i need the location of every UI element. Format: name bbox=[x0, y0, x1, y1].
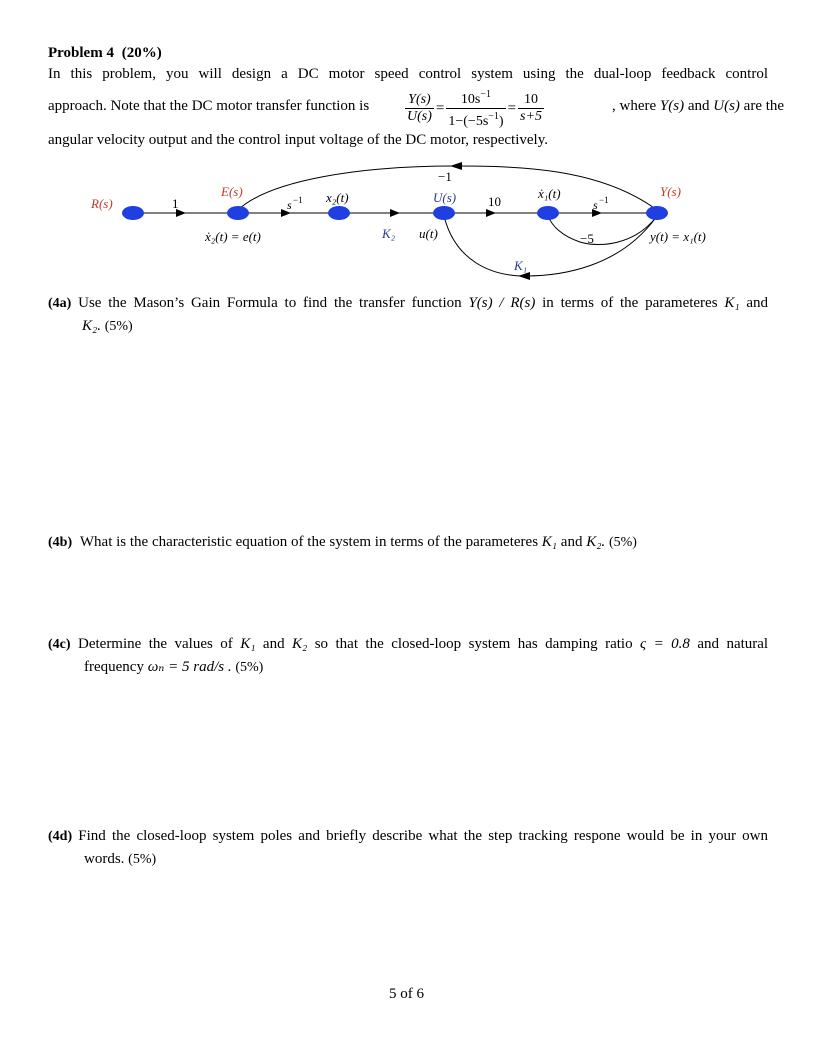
label-R: R(s) bbox=[91, 196, 113, 211]
tf-rhs bbox=[518, 92, 544, 125]
question-4b-label: (4b) bbox=[48, 535, 73, 550]
tf-rhs-den: s+5 bbox=[520, 109, 542, 124]
tf-mid-num-exp: −1 bbox=[480, 89, 492, 100]
intro-Y: Y(s) bbox=[659, 98, 685, 114]
intro-U: U(s) bbox=[713, 98, 740, 114]
gain-s2-exp: −1 bbox=[599, 195, 609, 205]
tf-lhs bbox=[405, 92, 434, 125]
transfer-function: $\frac{Y(s)}{U(s)}$ = $\frac{10s^{-1}}{1-(-5s^{-1})}$ = $\frac{10}{s+5}$ bbox=[407, 89, 542, 129]
question-4b bbox=[48, 531, 768, 554]
node-x2 bbox=[328, 206, 350, 220]
gain-s2: s bbox=[593, 198, 598, 212]
question-4b-text-a: What is the characteristic equation of the system in terms of the parameteres bbox=[79, 534, 539, 550]
tf-mid-den-close: ) bbox=[498, 114, 504, 129]
tf-mid-den-exp: −1 bbox=[488, 111, 499, 122]
intro-line-3: angular velocity output and the control input voltage of the DC motor, respectively. bbox=[48, 132, 548, 148]
question-4c-points: (5%) bbox=[235, 660, 264, 675]
gain-minus1: −1 bbox=[438, 169, 452, 184]
feedback-k1-arc-b bbox=[444, 216, 528, 276]
node-E bbox=[227, 206, 249, 220]
question-4c-k2: K₂ bbox=[292, 636, 308, 652]
feedback-minus5-arc bbox=[548, 216, 657, 245]
node-x1dot bbox=[537, 206, 559, 220]
question-4a-and: and bbox=[746, 295, 769, 311]
label-x2: x₂(t) bbox=[326, 190, 349, 205]
annot-ut: u(t) bbox=[419, 226, 438, 241]
question-4b-and: and bbox=[560, 534, 583, 550]
question-4a bbox=[48, 292, 768, 338]
arrow-k1 bbox=[518, 272, 530, 280]
gain-10: 10 bbox=[488, 194, 501, 209]
question-4a-text-b: in terms of the parameteres bbox=[542, 295, 718, 311]
question-4a-text-a: Use the Mason’s Gain Formula to find the transfer function bbox=[78, 295, 462, 311]
gain-k1: K₁ bbox=[514, 258, 528, 273]
question-4d-label: (4d) bbox=[48, 829, 73, 844]
gain-minus5: −5 bbox=[580, 231, 594, 246]
intro-are-the: are the bbox=[743, 98, 785, 114]
page-number: 5 of 6 bbox=[389, 986, 424, 1002]
question-4a-k1: K₁ bbox=[724, 295, 740, 311]
gain-s1-exp: −1 bbox=[293, 195, 303, 205]
node-R bbox=[122, 206, 144, 220]
question-4c-text-a: Determine the values of bbox=[78, 636, 233, 652]
question-4c-omega: ωₙ = 5 rad/s . bbox=[147, 659, 232, 675]
tf-lhs-den: U(s) bbox=[407, 109, 432, 124]
label-U: U(s) bbox=[433, 190, 457, 205]
question-4d bbox=[48, 825, 768, 871]
tf-rhs-num: 10 bbox=[518, 92, 544, 109]
gain-k2: K₂ bbox=[382, 226, 396, 241]
intro-and: and bbox=[687, 98, 710, 114]
node-Y bbox=[646, 206, 668, 220]
question-4c-and: and bbox=[262, 636, 285, 652]
tf-mid bbox=[446, 87, 505, 130]
question-4a-math: Y(s) / R(s) bbox=[468, 295, 536, 311]
question-4c-text-c: and natural bbox=[697, 636, 769, 652]
problem-title: Problem 4 bbox=[48, 45, 114, 61]
tf-lhs-num: Y(s) bbox=[405, 92, 434, 109]
question-4c bbox=[48, 633, 768, 679]
question-4d-text-b: words. bbox=[84, 851, 125, 867]
annot-x2dot: ẋ₂(t) = e(t) bbox=[205, 229, 261, 244]
question-4d-points: (5%) bbox=[128, 852, 157, 867]
intro-line-2 bbox=[48, 86, 785, 129]
question-4d-text-a: Find the closed-loop system poles and briefly describe what the step tracking respone would be in your own bbox=[78, 828, 768, 844]
label-Y: Y(s) bbox=[660, 184, 681, 199]
question-4c-zeta: ς = 0.8 bbox=[640, 636, 690, 652]
annot-y-eq: y(t) = x₁(t) bbox=[650, 229, 706, 244]
question-4c-text-b: so that the closed-loop system has damping ratio bbox=[314, 636, 633, 652]
question-4b-k2: K₂. bbox=[586, 534, 606, 550]
intro-where: , where bbox=[612, 98, 657, 114]
gain-1: 1 bbox=[172, 196, 179, 211]
feedback-k1-arc-a bbox=[525, 216, 657, 276]
arrow-x2-u bbox=[390, 209, 400, 217]
question-4c-text-d: frequency bbox=[84, 659, 144, 675]
question-4b-k1: K₁ bbox=[541, 534, 558, 550]
question-4a-points: (5%) bbox=[104, 319, 133, 334]
node-U bbox=[433, 206, 455, 220]
label-E: E(s) bbox=[221, 184, 243, 199]
question-4a-k2: K₂. bbox=[82, 318, 101, 334]
question-4c-label: (4c) bbox=[48, 637, 71, 652]
problem-heading bbox=[48, 43, 162, 63]
intro-line-1: In this problem, you will design a DC motor speed control system using the dual-loop feedback control bbox=[48, 66, 768, 82]
question-4c-k1: K₁ bbox=[240, 636, 256, 652]
gain-s1: s bbox=[287, 198, 292, 212]
problem-weight: (20%) bbox=[121, 45, 162, 61]
signal-flow-graph bbox=[0, 150, 813, 290]
arrow-u-x1dot bbox=[486, 209, 496, 217]
intro-approach: approach. Note that the DC motor transfer function is bbox=[48, 98, 370, 114]
question-4b-points: (5%) bbox=[608, 535, 637, 550]
label-x1dot: ẋ₁(t) bbox=[538, 186, 561, 201]
tf-mid-num: 10s bbox=[460, 92, 481, 107]
tf-mid-den: 1−(−5s bbox=[448, 114, 489, 129]
question-4a-label: (4a) bbox=[48, 296, 72, 311]
